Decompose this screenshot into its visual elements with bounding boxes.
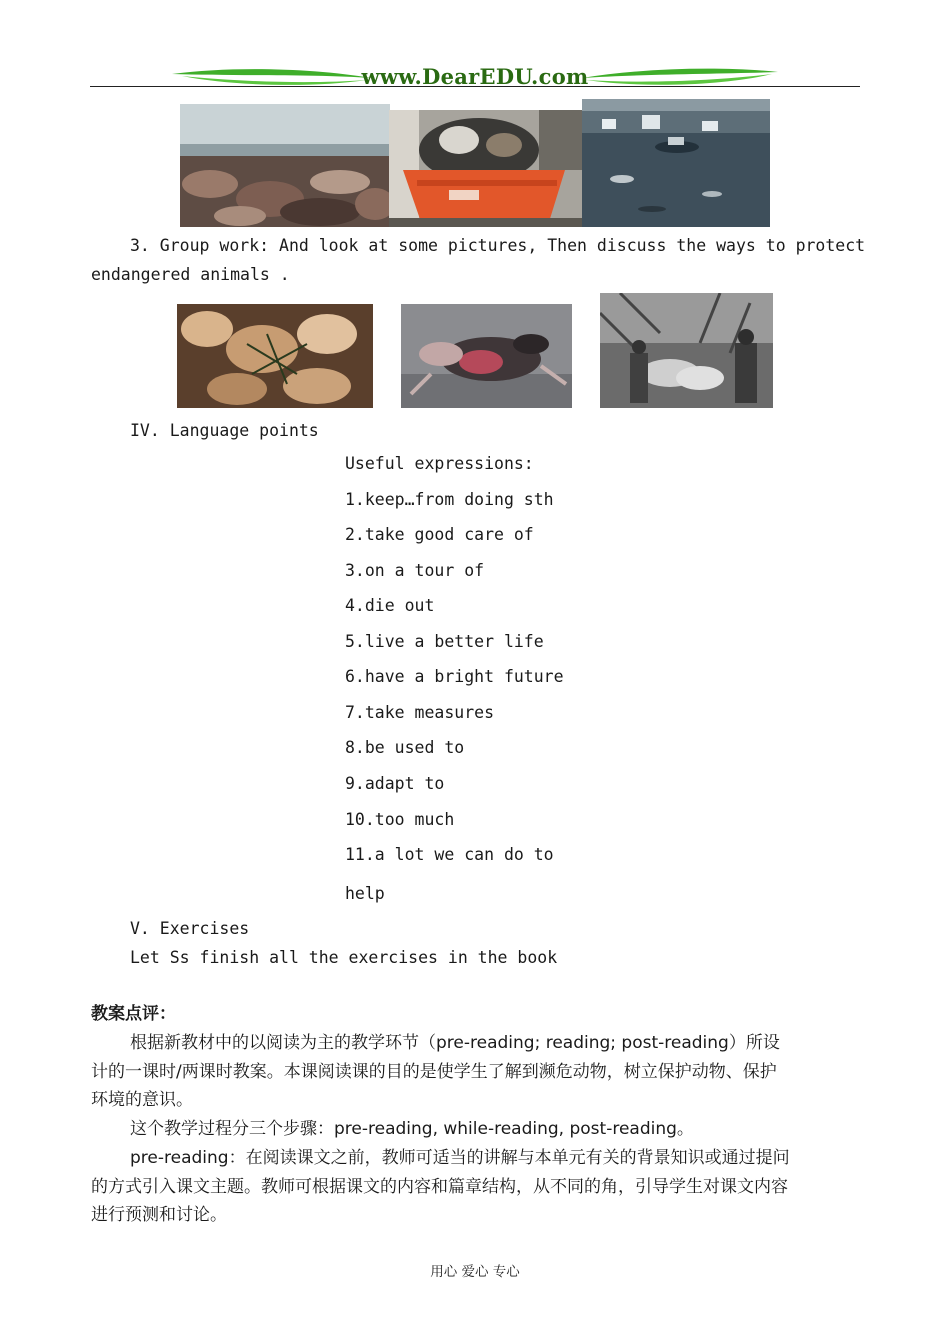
review-paragraph-2: 这个教学过程分三个步骤：pre-reading, while-reading, post-reading。	[130, 1119, 694, 1139]
group-work-line-1: 3. Group work: And look at some pictures, Then discuss the ways to protect	[130, 236, 866, 255]
expression-item: 8.be used to	[345, 738, 465, 757]
review-paragraph-3-line-1: pre-reading：在阅读课文之前，教师可适当的讲解与本单元有关的背景知识或通过提问	[130, 1148, 790, 1168]
exercises-heading: V. Exercises	[130, 919, 250, 938]
language-points-heading: IV. Language points	[130, 421, 319, 440]
hunters-carrying-animal-photo	[600, 293, 773, 408]
site-logo-text: www.DearEDU.com	[361, 64, 589, 89]
review-heading: 教案点评：	[91, 1004, 176, 1024]
header-rule	[90, 86, 860, 87]
expression-item: 9.adapt to	[345, 774, 445, 793]
dead-starfish-photo	[177, 304, 373, 408]
expression-item: 11.a lot we can do to	[345, 845, 554, 864]
exercises-text: Let Ss finish all the exercises in the book	[130, 948, 558, 967]
review-paragraph-3-line-2: 的方式引入课文主题。教师可根据课文的内容和篇章结构，从不同的角，引导学生对课文内容	[91, 1177, 788, 1197]
review-paragraph-3-line-3: 进行预测和讨论。	[91, 1205, 227, 1225]
expression-item: 3.on a tour of	[345, 561, 485, 580]
useful-expressions-heading: Useful expressions:	[345, 454, 534, 473]
expression-item: 4.die out	[345, 596, 435, 615]
dead-animal-photo	[401, 304, 572, 408]
review-paragraph-1-line-1: 根据新教材中的以阅读为主的教学环节（pre-reading; reading; post-reading）所设	[130, 1033, 780, 1053]
expression-item: 5.live a better life	[345, 632, 544, 651]
garbage-skip-photo	[389, 110, 583, 227]
header-logo	[172, 62, 778, 88]
expression-item: 10.too much	[345, 810, 455, 829]
group-work-line-2: endangered animals .	[91, 265, 290, 284]
page-footer: 用心 爱心 专心	[430, 1264, 520, 1280]
review-paragraph-1-line-2: 计的一课时/两课时教案。本课阅读课的目的是使学生了解到濒危动物，树立保护动物、保护	[91, 1062, 777, 1082]
expression-item: 1.keep…from doing sth	[345, 490, 554, 509]
expression-item-continuation: help	[345, 884, 385, 903]
polluted-beach-photo	[180, 104, 390, 227]
expression-item: 7.take measures	[345, 703, 495, 722]
expression-item: 6.have a bright future	[345, 667, 564, 686]
polluted-harbor-photo	[582, 99, 770, 227]
expression-item: 2.take good care of	[345, 525, 534, 544]
review-paragraph-1-line-3: 环境的意识。	[91, 1090, 193, 1110]
